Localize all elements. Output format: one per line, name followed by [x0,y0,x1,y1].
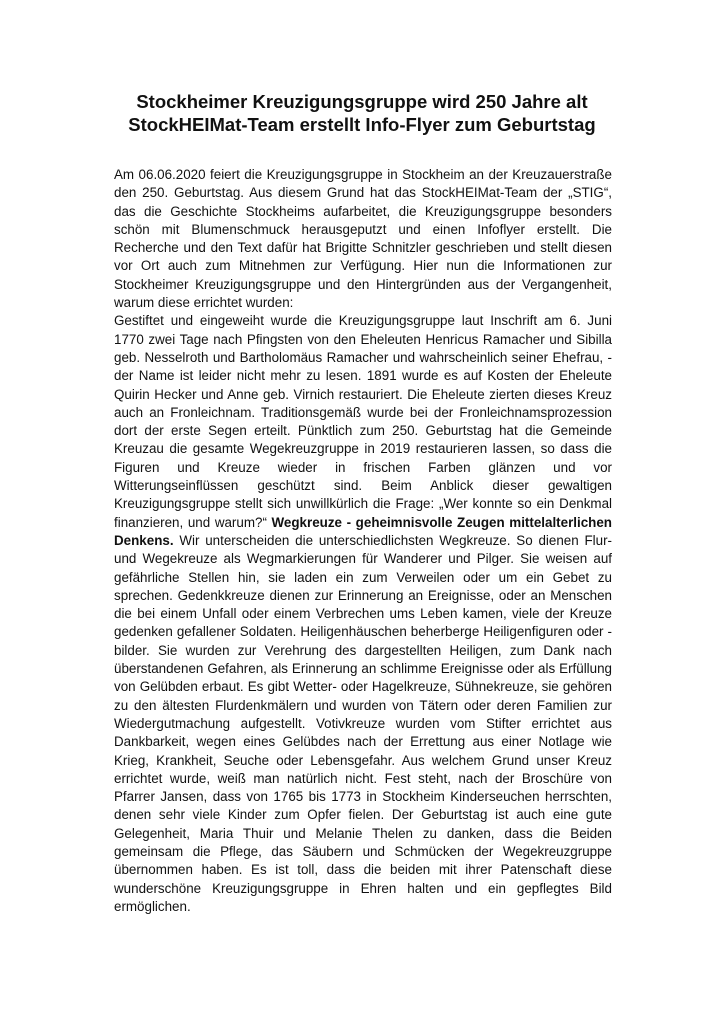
article-paragraph-intro: Am 06.06.2020 feiert die Kreuzigungsgruppe in Stockheim an der Kreuzauerstraße den 250. Geburtstag. Aus diesem Grund hat das StockHEIMat-Team der „STIG“, das die Geschichte Stockheims aufarbeitet, die Kreuzigungsgruppe besonders schön mit Blumenschmuck herausgeputzt und einen Infoflyer erstellt. Die Recherche und den Text dafür hat Brigitte Schnitzler geschrieben und stellt diesen vor Ort auch zum Mitnehmen zur Verfügung. Hier nun die Informationen zur Stockheimer Kreuzigungsgruppe und den Hintergründen aus der Vergangenheit, warum diese errichtet wurden: [114,167,612,311]
article-body [114,166,612,916]
article-text-history: Gestiftet und eingeweiht wurde die Kreuzigungsgruppe laut Inschrift am 6. Juni 1770 zwei Tage nach Pfingsten von den Eheleuten Henricus Ramacher und Sibilla geb. Nesselroth und Bartholomäus Ramacher und wahrscheinlich seiner Ehefrau, - der Name ist leider nicht mehr zu lesen. 1891 wurde es auf Kosten der Eheleute Quirin Hecker und Anne geb. Virnich restauriert. Die Eheleute zierten dieses Kreuz auch an Fronleichnam. Traditionsgemäß wurde bei der Fronleichnamsprozession dort der erste Segen erteilt. Pünktlich zum 250. Geburtstag hat die Gemeinde Kreuzau die gesamte Wegekreuzgruppe in 2019 restaurieren lassen, so dass die Figuren und Kreuze wieder in frischen Farben glänzen und vor Witterungseinflüssen geschützt sind. Beim Anblick dieser gewaltigen Kreuzigungsgruppe stellt sich unwillkürlich die Frage: „Wer konnte so ein Denkmal finanzieren, und warum?“ [114,313,612,530]
article-paragraph-main [114,312,612,916]
document-subtitle: StockHEIMat-Team erstellt Info-Flyer zum Geburtstag [128,114,596,135]
article-text-wegkreuze: Wir unterscheiden die unterschiedlichsten Wegkreuze. So dienen Flur- und Wegekreuze als Wegmarkierungen für Wanderer und Pilger. Sie weisen auf gefährliche Stellen hin, sie laden ein zum Verweilen oder um ein Gebet zu sprechen. Gedenkkreuze dienen zur Erinnerung an Ereignisse, oder an Menschen die bei einem Unfall oder einem Verbrechen ums Leben kamen, viele der Kreuze gedenken gefallener Soldaten. Heiligenhäuschen beherberge Heiligenfiguren oder -bilder. Sie wurden zur Verehrung des dargestellten Heiligen, zum Dank nach überstandenen Gefahren, als Erinnerung an schlimme Ereignisse oder als Erfüllung von Gelübden erbaut. Es gibt Wetter- oder Hagelkreuze, Sühnekreuze, sie gehören zu den ältesten Flurdenkmälern und wurden von Tätern oder deren Familien zur Wiedergutmachung aufgestellt. Votivkreuze wurden vom Stifter errichtet aus Dankbarkeit, wegen eines Gelübdes nach der Errettung aus einer Notlage wie Krieg, Krankheit, Seuche oder Lebensgefahr. Aus welchem Grund unser Kreuz errichtet wurde, weiß man natürlich nicht. Fest steht, nach der Broschüre von Pfarrer Jansen, dass von 1765 bis 1773 in Stockheim Kinderseuchen herrschten, denen sehr viele Kinder zum Opfer fielen. Der Geburtstag ist auch eine gute Gelegenheit, Maria Thuir und Melanie Thelen zu danken, dass die Beiden gemeinsam die Pflege, das Säubern und Schmücken der Wegekreuzgruppe übernommen haben. Es ist toll, dass die beiden mit ihrer Patenschaft diese wunderschöne Kreuzigungsgruppe in Ehren halten und ein gepflegtes Bild ermöglichen. [114,532,612,914]
article-bold-heading: Wegkreuze - geheimnisvolle Zeugen mittelalterlichen Denkens. [114,514,612,548]
document-title: Stockheimer Kreuzigungsgruppe wird 250 Jahre alt [136,91,588,112]
